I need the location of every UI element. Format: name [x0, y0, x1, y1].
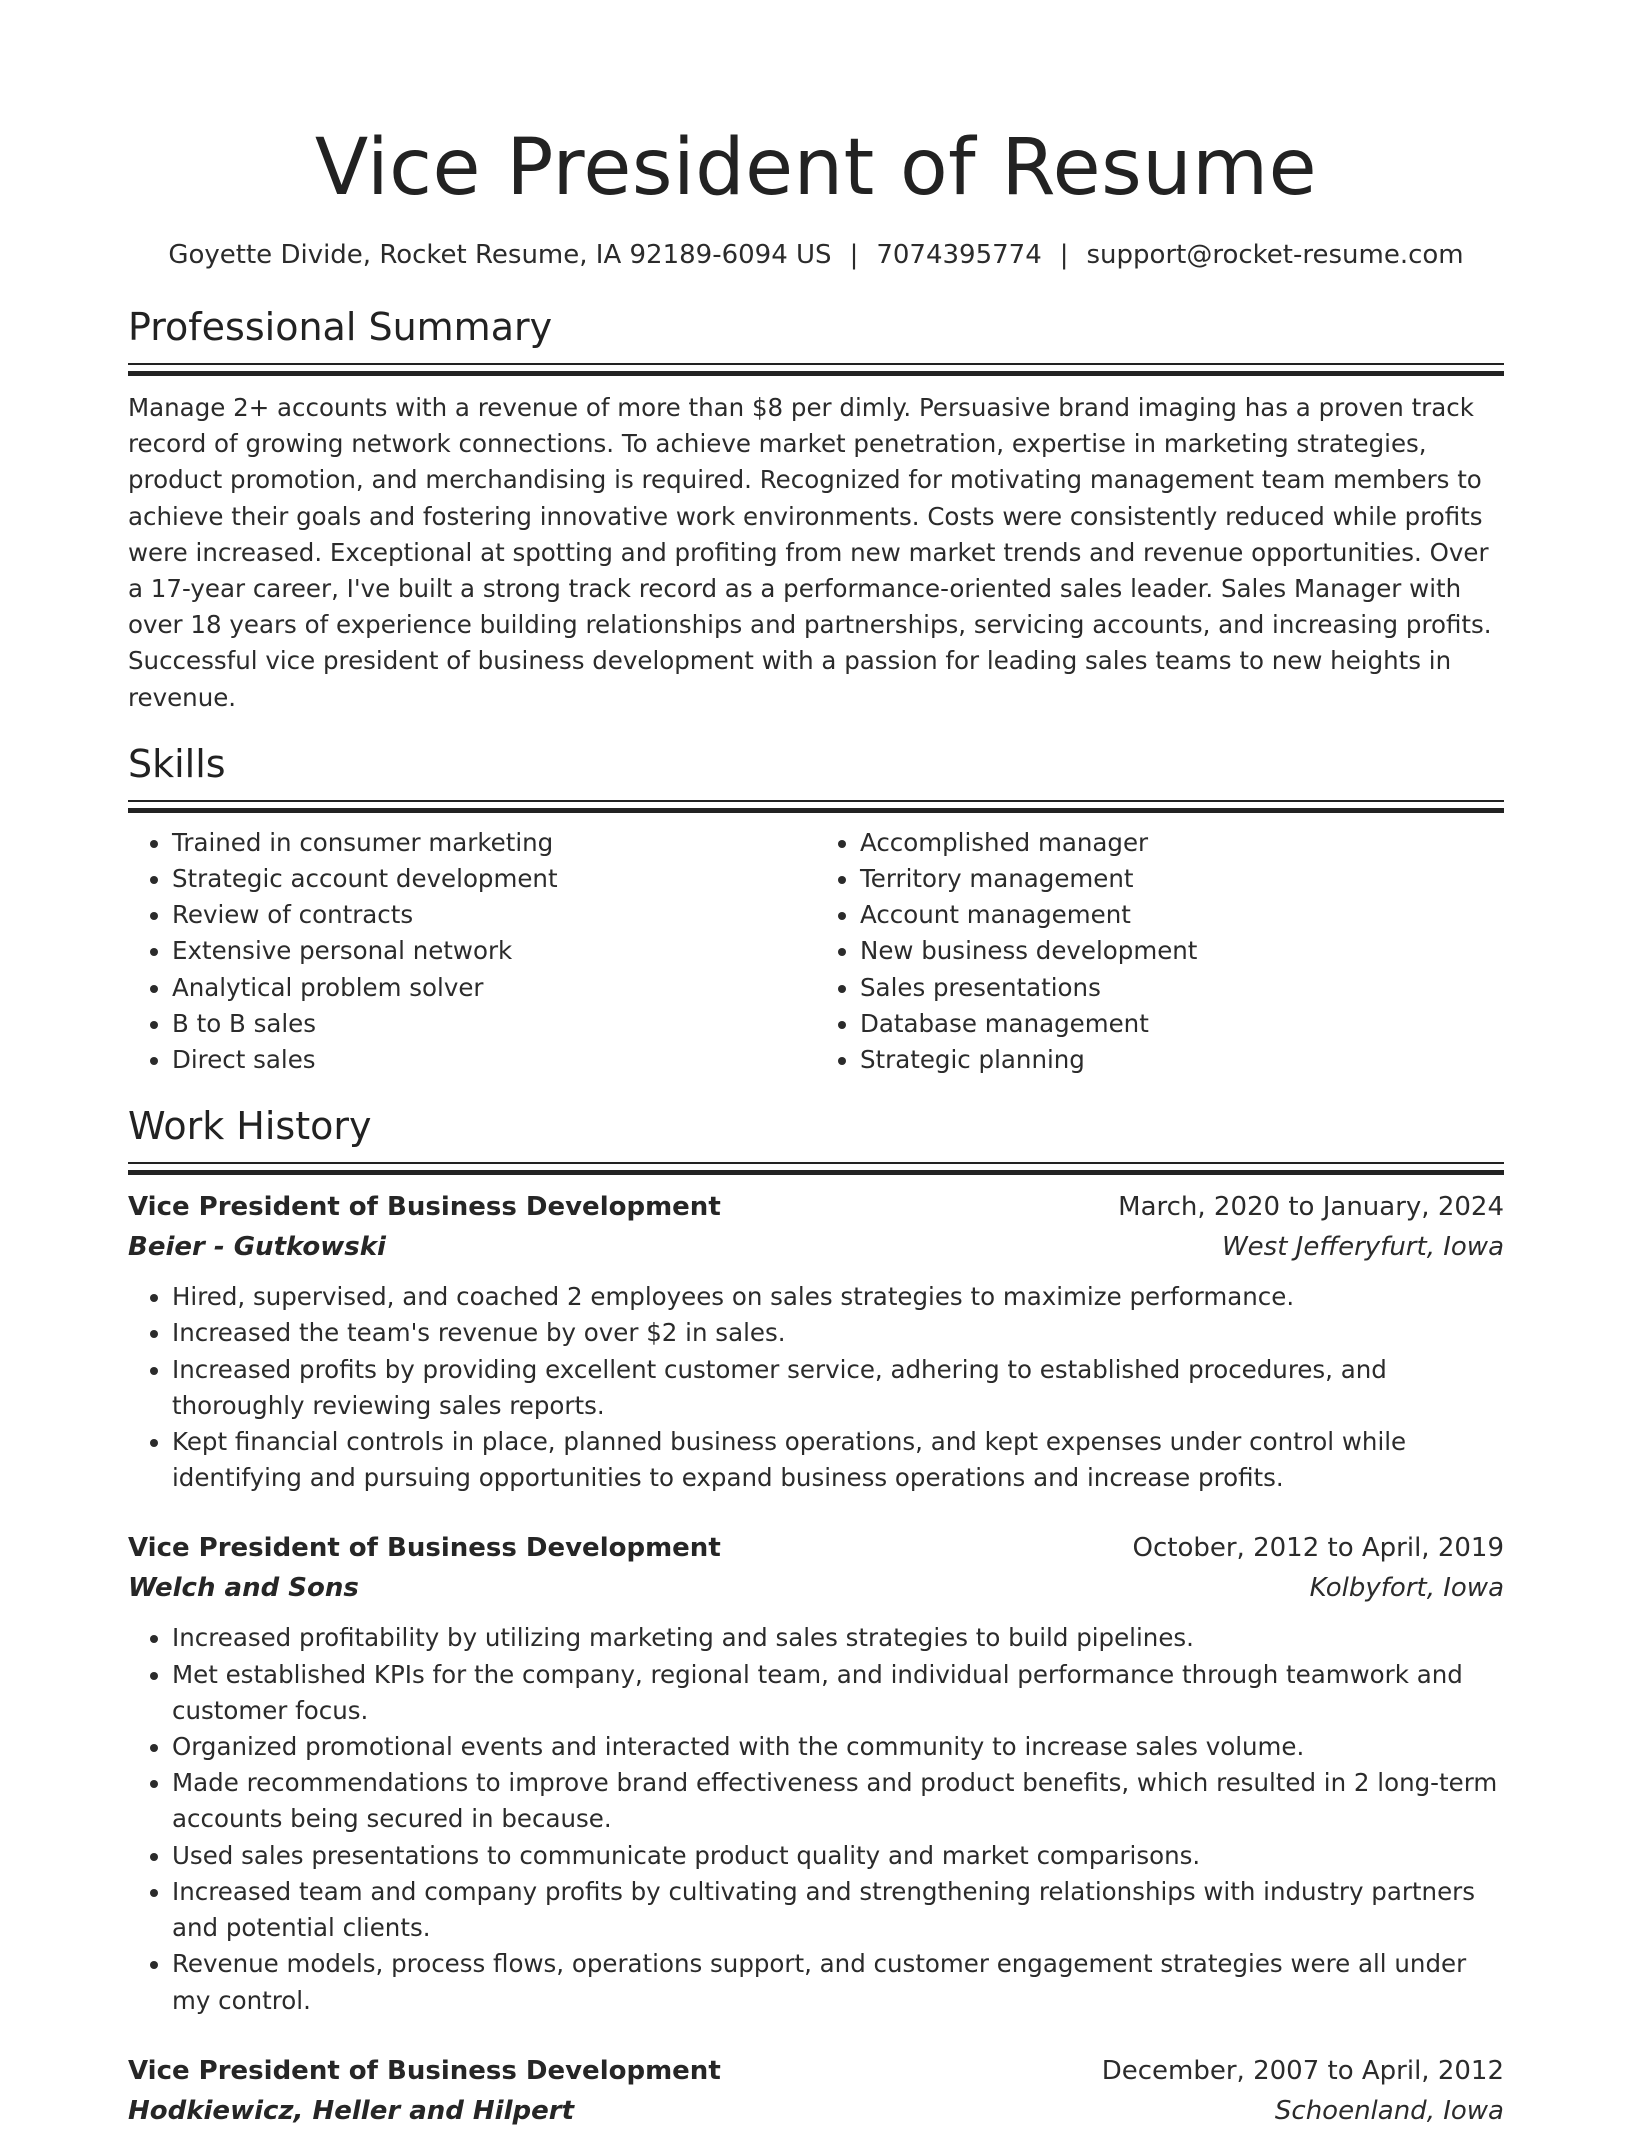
skill-item: • Extensive personal network [172, 933, 816, 969]
job-subheader [128, 1568, 1504, 1608]
skill-item: • Strategic planning [860, 1042, 1504, 1078]
job-entry [128, 2051, 1504, 2131]
job-bullets [128, 1279, 1504, 1496]
section-divider [128, 800, 1504, 813]
skill-item: • Accomplished manager [860, 825, 1504, 861]
contact-line [128, 238, 1504, 272]
job-title: Vice President of Business Development [128, 2055, 721, 2086]
job-title: Vice President of Business Development [128, 1192, 721, 1223]
job-header [128, 1187, 1504, 1227]
job-bullet: • Increased profits by providing excellent customer service, adhering to established procedures, and thoroughly reviewing sales reports. [172, 1352, 1504, 1424]
job-location: West Jefferyfurt, Iowa [1221, 1232, 1504, 1263]
job-location: Schoenland, Iowa [1274, 2095, 1504, 2126]
section-title-work: Work History [128, 1104, 372, 1149]
contact-separator: | [1059, 240, 1069, 270]
skill-item: • B to B sales [172, 1006, 816, 1042]
work-section [128, 1102, 1504, 2130]
skill-item: • Account management [860, 897, 1504, 933]
job-title: Vice President of Business Development [128, 1533, 721, 1564]
job-bullet: • Made recommendations to improve brand effectiveness and product benefits, which resulted in 2 long-term accounts being secured in because. [172, 1765, 1504, 1837]
job-bullet: • Kept financial controls in place, planned business operations, and kept expenses under control while identifying and pursuing opportunities to expand business operations and increase profits. [172, 1424, 1504, 1496]
job-bullet: • Increased team and company profits by cultivating and strengthening relationships with industry partners and potential clients. [172, 1874, 1504, 1946]
job-entry [128, 1187, 1504, 1496]
job-entry [128, 1528, 1504, 2018]
skill-item: • Trained in consumer marketing [172, 825, 816, 861]
resume-page [128, 0, 1504, 2131]
job-bullet: • Increased the team's revenue by over $2 in sales. [172, 1315, 1504, 1351]
section-title-summary: Professional Summary [128, 305, 553, 349]
job-subheader [128, 2091, 1504, 2131]
job-bullet: • Organized promotional events and interacted with the community to increase sales volume. [172, 1729, 1504, 1765]
job-bullet: • Revenue models, process flows, operations support, and customer engagement strategies were all under my control. [172, 1946, 1504, 2018]
job-list [128, 1187, 1504, 2130]
skills-section [128, 740, 1504, 1078]
job-company: Beier - Gutkowski [128, 1232, 386, 1263]
contact-email: support@rocket-resume.com [1086, 240, 1464, 270]
job-company: Hodkiewicz, Heller and Hilpert [128, 2095, 574, 2126]
section-divider [128, 363, 1504, 376]
job-location: Kolbyfort, Iowa [1309, 1573, 1504, 1604]
job-bullet: • Met established KPIs for the company, regional team, and individual performance through teamwork and customer focus. [172, 1657, 1504, 1729]
contact-separator: | [849, 240, 859, 270]
skill-item: • Sales presentations [860, 970, 1504, 1006]
skill-item: • Territory management [860, 861, 1504, 897]
job-company: Welch and Sons [128, 1573, 359, 1604]
section-divider [128, 1162, 1504, 1175]
job-header [128, 2051, 1504, 2091]
section-title-skills: Skills [128, 741, 226, 786]
skills-list-left [128, 825, 816, 1078]
job-dates: March, 2020 to January, 2024 [1118, 1192, 1504, 1223]
skill-item: • Direct sales [172, 1042, 816, 1078]
job-subheader [128, 1227, 1504, 1267]
skills-list-right [816, 825, 1504, 1078]
summary-text: Manage 2+ accounts with a revenue of more than $8 per dimly. Persuasive brand imaging has a proven track record of growing network connections. To achieve market penetration, expertise in marketing strategies, product promotion, and merchandising is required. Recognized for motivating management team members to achieve their goals and fostering innovative work environments. Costs were consistently reduced while profits were increased. Exceptional at spotting and profiting from new market trends and revenue opportunities. Over a 17-year career, I've built a strong track record as a performance-oriented sales leader. Sales Manager with over 18 years of experience building relationships and partnerships, servicing accounts, and increasing profits. Successful vice president of business development with a passion for leading sales teams to new heights in revenue. [128, 393, 1492, 712]
job-bullets [128, 1620, 1504, 2018]
job-bullet: • Used sales presentations to communicate product quality and market comparisons. [172, 1838, 1504, 1874]
skill-item: • Analytical problem solver [172, 970, 816, 1006]
job-bullet: • Increased profitability by utilizing marketing and sales strategies to build pipelines. [172, 1620, 1504, 1656]
summary-section [128, 303, 1504, 716]
skills-columns [128, 825, 1504, 1078]
job-dates: December, 2007 to April, 2012 [1101, 2055, 1504, 2086]
skill-item: • Strategic account development [172, 861, 816, 897]
skill-item: • Review of contracts [172, 897, 816, 933]
contact-phone: 7074395774 [876, 240, 1042, 270]
skill-item: • New business development [860, 933, 1504, 969]
job-bullet: • Hired, supervised, and coached 2 employees on sales strategies to maximize performance. [172, 1279, 1504, 1315]
contact-address: Goyette Divide, Rocket Resume, IA 92189-6094 US [168, 240, 832, 270]
job-dates: October, 2012 to April, 2019 [1132, 1533, 1504, 1564]
job-header [128, 1528, 1504, 1568]
resume-name: Vice President of Resume [314, 123, 1318, 213]
skill-item: • Database management [860, 1006, 1504, 1042]
